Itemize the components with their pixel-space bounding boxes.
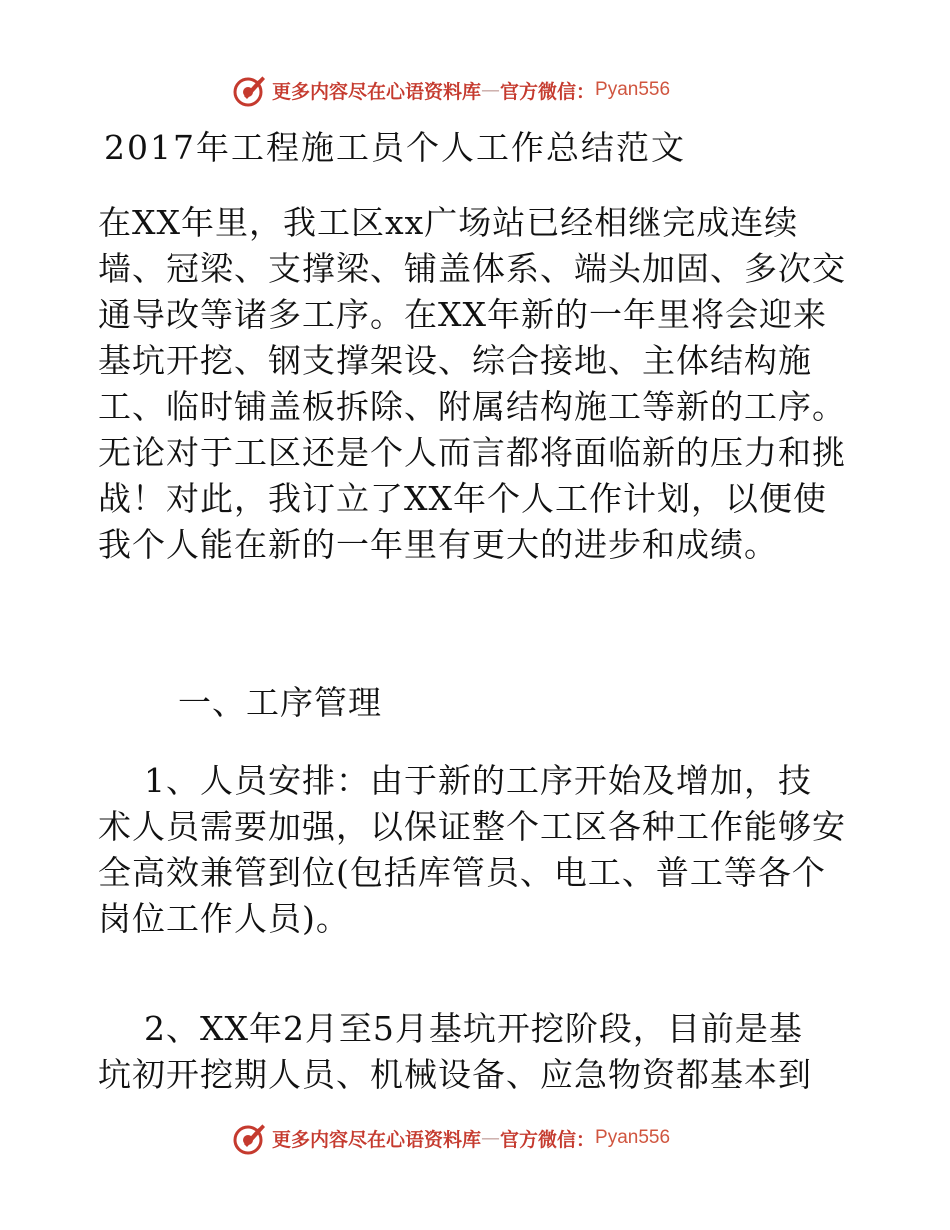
footer-watermark-banner <box>232 1118 670 1158</box>
item-1-paragraph <box>98 758 853 942</box>
text-line: 无论对于工区还是个人而言都将面临新的压力和挑 <box>98 433 846 472</box>
watermark-slogan: 更多内容尽在心语资料库 <box>272 80 482 103</box>
text-line: 术人员需要加强，以保证整个工区各种工作能够安 <box>98 807 846 846</box>
document-title: 2017年工程施工员个人工作总结范文 <box>104 128 686 167</box>
text-line: 在XX年里，我工区xx广场站已经相继完成连续 <box>98 203 799 242</box>
text-line: 我个人能在新的一年里有更大的进步和成绩。 <box>98 525 778 564</box>
header-watermark-banner <box>232 70 670 110</box>
section-heading <box>178 680 933 726</box>
watermark-wechat-id: Pyan556 <box>595 79 671 100</box>
watermark-wechat-label: 官方微信： <box>500 1128 596 1151</box>
text-line: 战！对此，我订立了XX年个人工作计划，以便使 <box>98 479 827 518</box>
intro-paragraph <box>98 200 853 568</box>
text-line: 墙、冠梁、支撑梁、铺盖体系、端头加固、多次交 <box>98 249 846 288</box>
section-heading-text: 一、工序管理 <box>178 683 382 722</box>
quill-logo-icon <box>232 72 268 108</box>
item-2-paragraph <box>98 1006 853 1098</box>
text-line: 2、XX年2月至5月基坑开挖阶段，目前是基 <box>98 1009 803 1048</box>
text-line: 岗位工作人员)。 <box>98 899 350 938</box>
text-line: 工、临时铺盖板拆除、附属结构施工等新的工序。 <box>98 387 846 426</box>
watermark-wechat-id: Pyan556 <box>595 1127 671 1148</box>
text-line: 坑初开挖期人员、机械设备、应急物资都基本到 <box>98 1055 812 1094</box>
watermark-slogan: 更多内容尽在心语资料库 <box>272 1128 482 1151</box>
text-line: 基坑开挖、钢支撑架设、综合接地、主体结构施 <box>98 341 812 380</box>
watermark-wechat-label: 官方微信： <box>500 80 596 103</box>
watermark-dash: — <box>481 1127 501 1149</box>
text-line: 1、人员安排：由于新的工序开始及增加，技 <box>98 761 812 800</box>
text-line: 通导改等诸多工序。在XX年新的一年里将会迎来 <box>98 295 827 334</box>
watermark-dash: — <box>481 79 501 101</box>
text-line: 全高效兼管到位(包括库管员、电工、普工等各个 <box>98 853 826 892</box>
quill-logo-icon <box>232 1120 268 1156</box>
